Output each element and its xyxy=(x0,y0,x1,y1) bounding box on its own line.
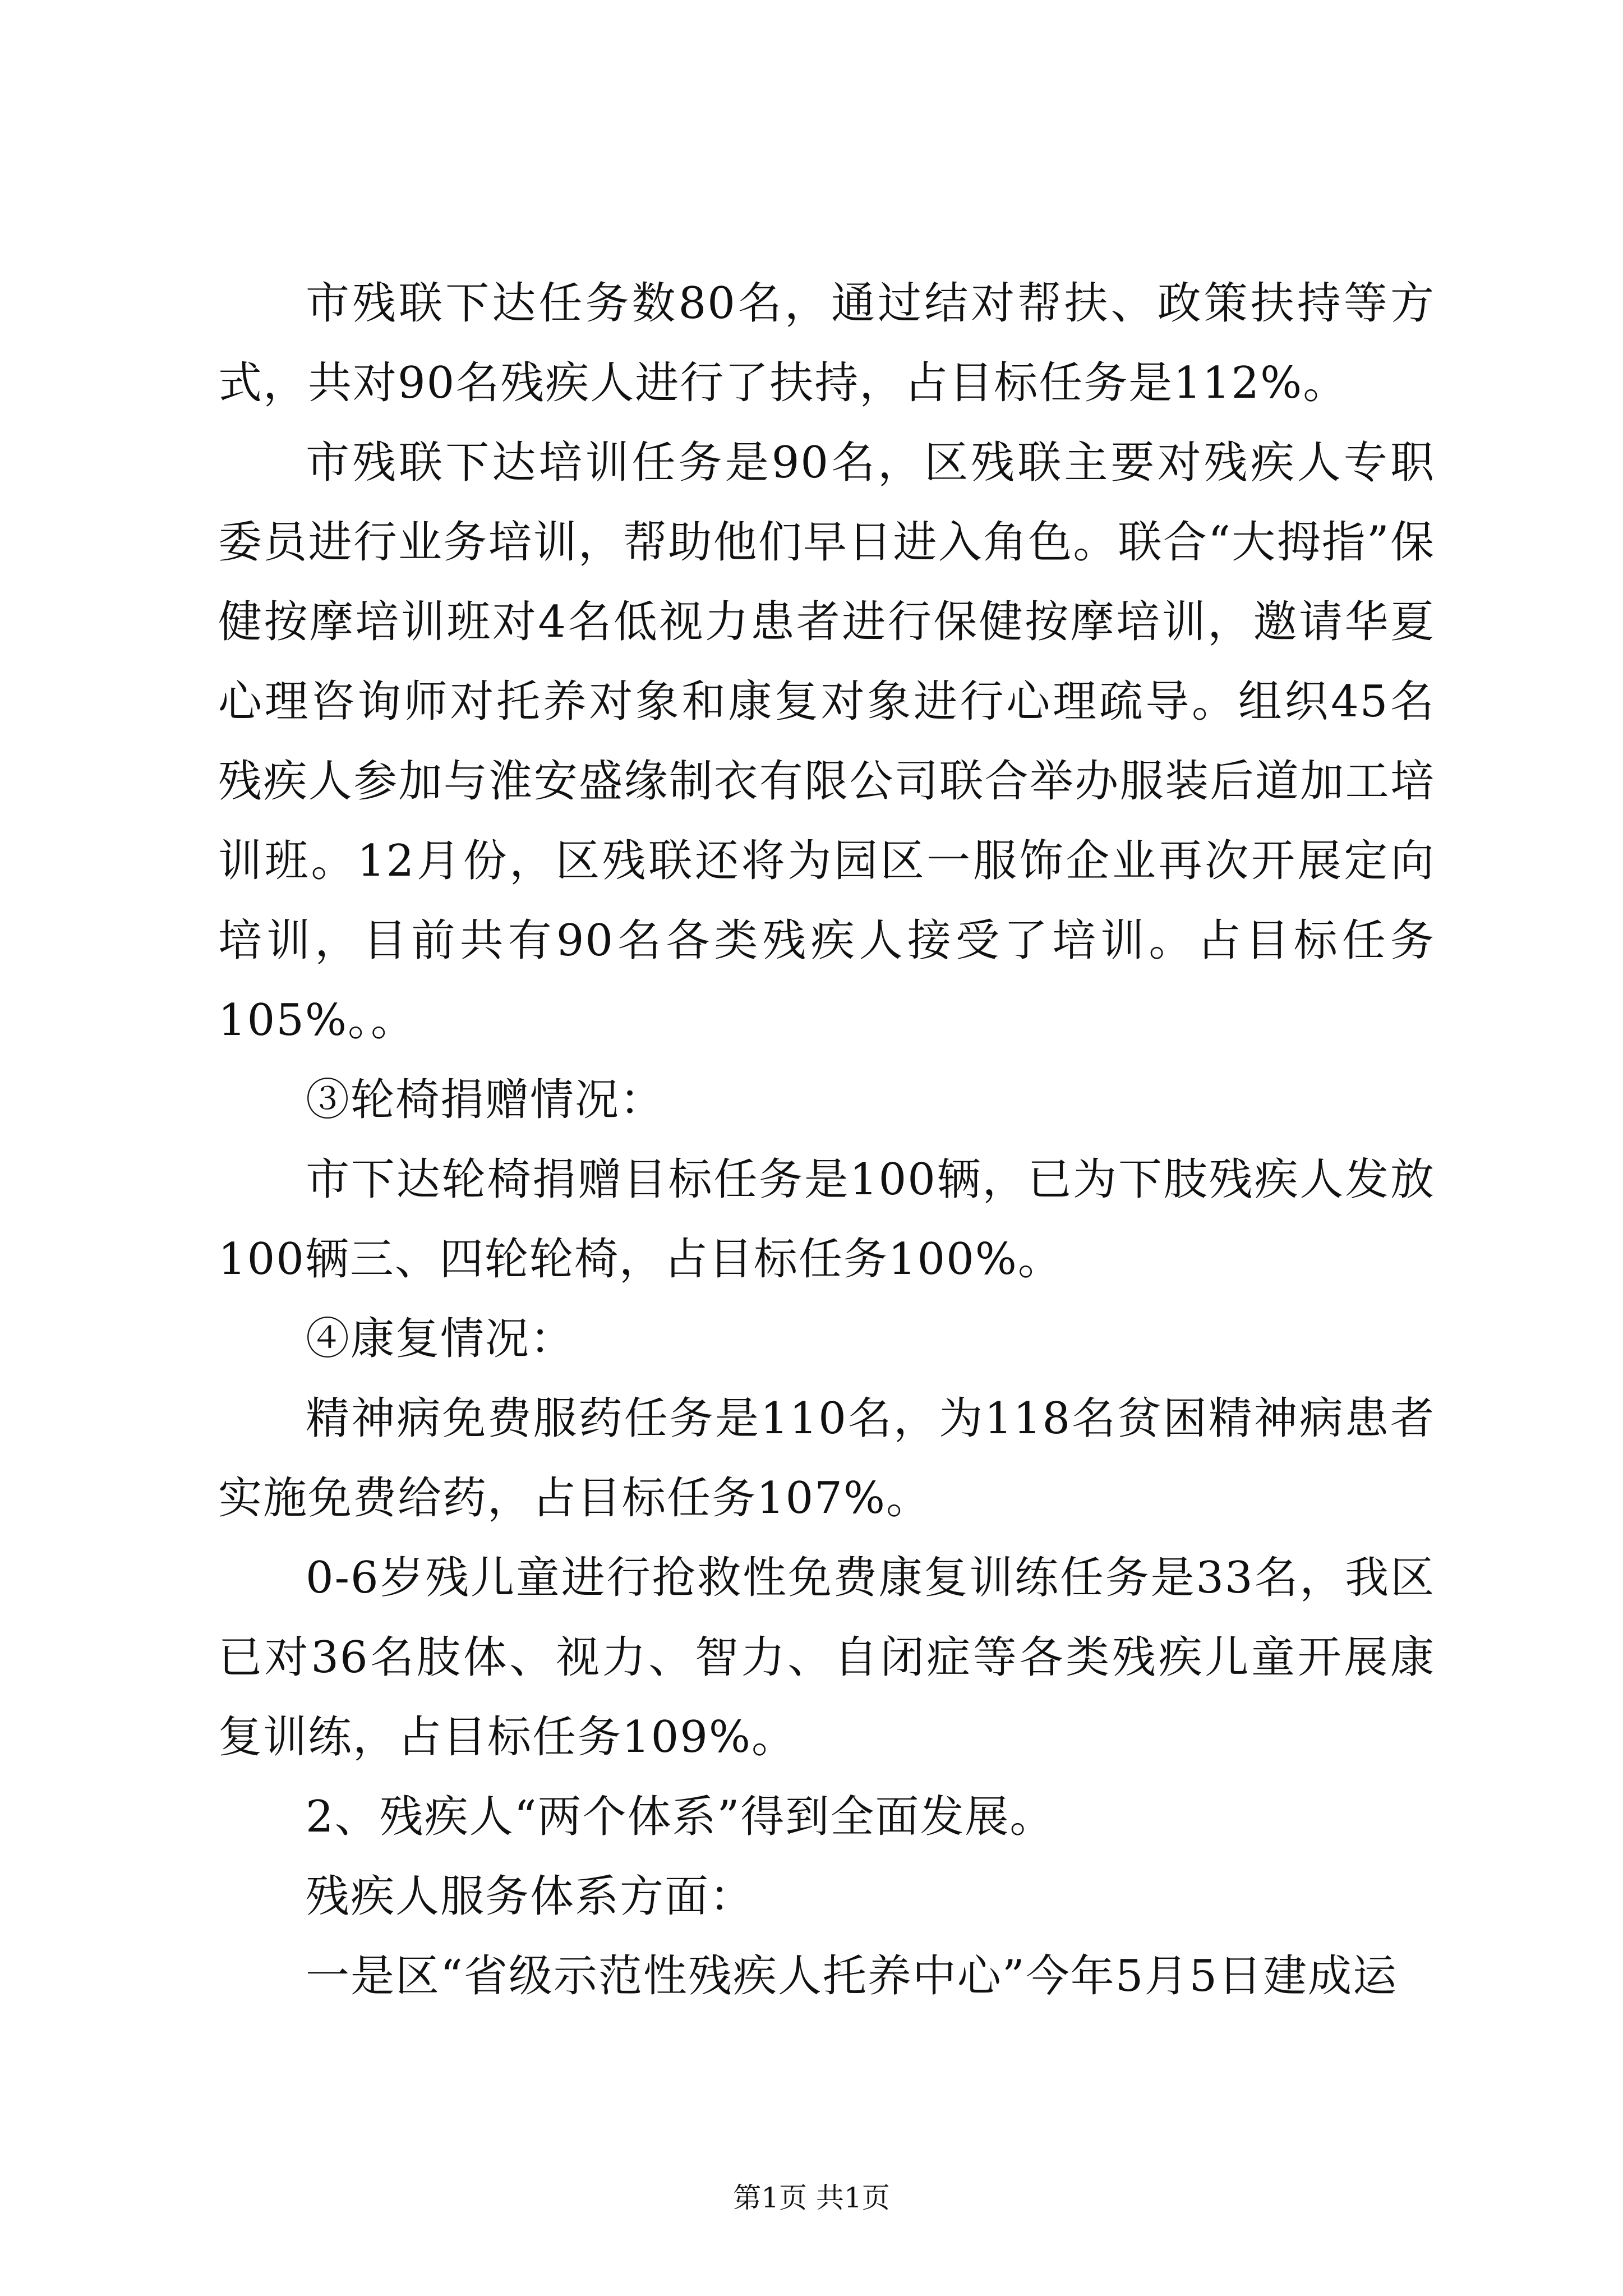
heading-rehabilitation: ④康复情况： xyxy=(306,1314,575,1364)
paragraph-training: 市残联下达培训任务是90名，区残联主要对残疾人专职委员进行业务培训，帮助他们早日进入角色。联合“大拇指”保健按摩培训班对4名低视力患者进行保健按摩培训，邀请华夏心理咨询师对托养对象和康复对象进行心理疏导。组织45名残疾人参加与淮安盛缘制衣有限公司联合举办服装后道加工培训班。12月份，区残联还将为园区一服饰企业再次开展定向培训，目前共有90名各类残疾人接受了培训。占目标任务105%。。 xyxy=(218,438,1435,1046)
paragraph-support: 市残联下达任务数80名，通过结对帮扶、政策扶持等方式，共对90名残疾人进行了扶持，占目标任务是112%。 xyxy=(218,278,1435,408)
heading-wheelchair-donation: ③轮椅捐赠情况： xyxy=(306,1075,665,1125)
paragraph-mental-health-medication: 精神病免费服药任务是110名，为118名贫困精神病患者实施免费给药，占目标任务107%。 xyxy=(218,1393,1435,1524)
paragraph-care-center: 一是区“省级示范性残疾人托养中心”今年5月5日建成运 xyxy=(306,1951,1398,2001)
heading-service-system: 残疾人服务体系方面： xyxy=(306,1871,755,1922)
document-body xyxy=(218,264,1435,2016)
page-footer: 第1页 共1页 xyxy=(733,2182,890,2214)
paragraph-wheelchair: 市下达轮椅捐赠目标任务是100辆，已为下肢残疾人发放100辆三、四轮轮椅，占目标任务100%。 xyxy=(218,1154,1435,1285)
heading-two-systems: 2、残疾人“两个体系”得到全面发展。 xyxy=(306,1792,1055,1842)
paragraph-child-rehabilitation: 0-6岁残儿童进行抢救性免费康复训练任务是33名，我区已对36名肢体、视力、智力、自闭症等各类残疾儿童开展康复训练，占目标任务109%。 xyxy=(218,1553,1435,1763)
